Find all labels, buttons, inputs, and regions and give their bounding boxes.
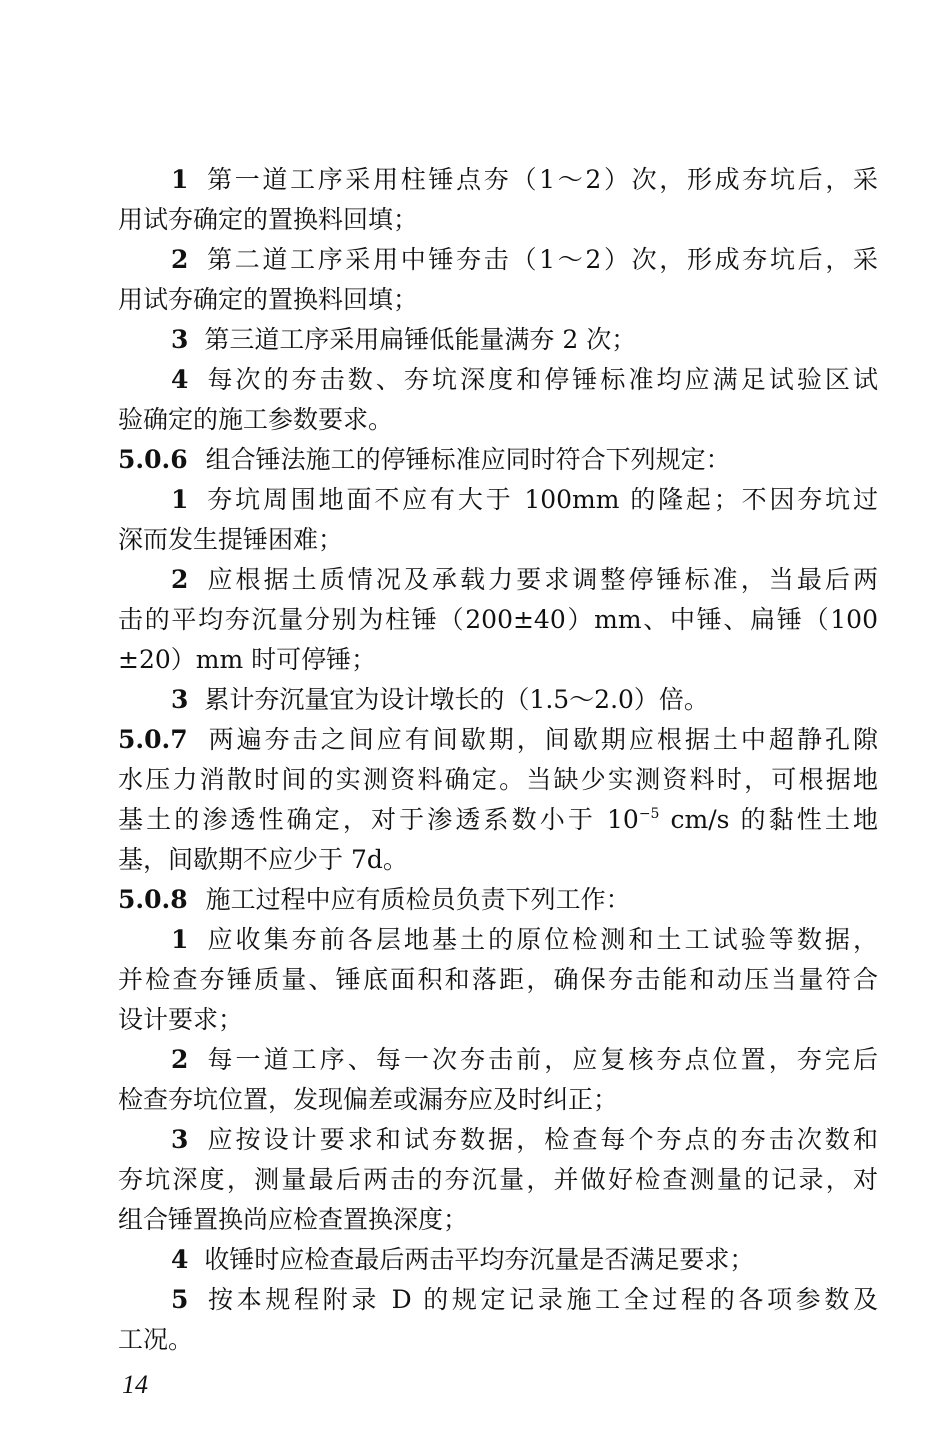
- clause-5-0-6-item-1-line-2: 深而发生提锤困难；: [118, 525, 344, 554]
- item-1-line-1: [118, 160, 878, 200]
- item-number: 2: [171, 1045, 189, 1074]
- item-text: 每次的夯击数、夯坑深度和停锤标准均应满足试验区试: [204, 365, 878, 394]
- clause-5-0-8-item-3-line-1: [118, 1120, 878, 1160]
- clause-5-0-8-item-1-line-2: 并检查夯锤质量、锤底面积和落距，确保夯击能和动压当量符合: [118, 965, 878, 994]
- item-text: 每一道工序、每一次夯击前，应复核夯点位置，夯完后: [204, 1045, 878, 1074]
- item-4-line-1: [118, 360, 878, 400]
- item-text: 第二道工序采用中锤夯击（1～2）次，形成夯坑后，采: [204, 245, 878, 274]
- clause-5-0-8-item-5-line-2: 工况。: [118, 1325, 194, 1354]
- clause-text: 基土的渗透性确定，对于渗透系数小于 10: [118, 805, 639, 834]
- item-text: 第三道工序采用扁锤低能量满夯 2 次；: [204, 325, 637, 354]
- clause-5-0-8-item-4-line-1: [118, 1240, 878, 1280]
- clause-5-0-8-item-3-line-3: 组合锤置换尚应检查置换深度；: [118, 1205, 469, 1234]
- clause-5-0-6-item-3-line-1: [118, 680, 878, 720]
- clause-number: 5.0.6: [118, 445, 188, 474]
- clause-number: 5.0.7: [118, 725, 188, 754]
- clause-5-0-7-line-3: [118, 800, 878, 840]
- clause-5-0-8-heading: [118, 880, 878, 920]
- clause-5-0-7-line-2: 水压力消散时间的实测资料确定。当缺少实测资料时，可根据地: [118, 765, 878, 794]
- item-number: 2: [171, 245, 189, 274]
- item-text: 应按设计要求和试夯数据，检查每个夯点的夯击次数和: [204, 1125, 878, 1154]
- clause-5-0-8-item-2-line-2: 检查夯坑位置，发现偏差或漏夯应及时纠正；: [118, 1085, 619, 1114]
- clause-5-0-8-item-3-line-2: 夯坑深度，测量最后两击的夯沉量，并做好检查测量的记录，对: [118, 1165, 878, 1194]
- item-number: 3: [171, 1125, 189, 1154]
- item-text: 累计夯沉量宜为设计墩长的（1.5～2.0）倍。: [204, 685, 709, 714]
- item-number: 1: [171, 485, 189, 514]
- item-3-line-1: [118, 320, 878, 360]
- item-2-line-2: 用试夯确定的置换料回填；: [118, 285, 419, 314]
- item-text: 第一道工序采用柱锤点夯（1～2）次，形成夯坑后，采: [204, 165, 878, 194]
- clause-text: 施工过程中应有质检员负责下列工作：: [205, 885, 631, 914]
- clause-text: cm/s 的黏性土地: [659, 805, 878, 834]
- item-number: 1: [171, 165, 189, 194]
- clause-text: 两遍夯击之间应有间歇期，间歇期应根据土中超静孔隙: [205, 725, 878, 754]
- item-number: 2: [171, 565, 189, 594]
- item-2-line-1: [118, 240, 878, 280]
- clause-5-0-6-item-1-line-1: [118, 480, 878, 520]
- clause-5-0-8-item-1-line-3: 设计要求；: [118, 1005, 244, 1034]
- exponent: −5: [638, 806, 660, 822]
- page-number: 14: [122, 1370, 148, 1399]
- clause-5-0-6-item-2-line-1: [118, 560, 878, 600]
- clause-5-0-7-line-1: [118, 720, 878, 760]
- clause-5-0-8-item-2-line-1: [118, 1040, 878, 1080]
- item-4-line-2: 验确定的施工参数要求。: [118, 405, 394, 434]
- item-text: 夯坑周围地面不应有大于 100mm 的隆起；不因夯坑过: [204, 485, 878, 514]
- clause-5-0-6-heading: [118, 440, 878, 480]
- clause-5-0-8-item-1-line-1: [118, 920, 878, 960]
- clause-5-0-7-line-4: 基，间歇期不应少于 7d。: [118, 845, 408, 874]
- item-number: 3: [171, 685, 189, 714]
- item-number: 4: [171, 1245, 189, 1274]
- item-text: 按本规程附录 D 的规定记录施工全过程的各项参数及: [204, 1285, 878, 1314]
- item-number: 1: [171, 925, 189, 954]
- item-text: 应收集夯前各层地基土的原位检测和土工试验等数据，: [204, 925, 878, 954]
- item-text: 收锤时应检查最后两击平均夯沉量是否满足要求；: [204, 1245, 755, 1274]
- clause-5-0-6-item-2-line-3: ±20）mm 时可停锤；: [118, 645, 377, 674]
- item-number: 3: [171, 325, 189, 354]
- item-text: 应根据土质情况及承载力要求调整停锤标准，当最后两: [204, 565, 878, 594]
- clause-text: 组合锤法施工的停锤标准应同时符合下列规定：: [205, 445, 731, 474]
- item-number: 4: [171, 365, 189, 394]
- item-number: 5: [171, 1285, 189, 1314]
- item-1-line-2: 用试夯确定的置换料回填；: [118, 205, 419, 234]
- clause-5-0-6-item-2-line-2: 击的平均夯沉量分别为柱锤（200±40）mm、中锤、扁锤（100: [118, 605, 878, 634]
- document-body: [118, 160, 878, 1360]
- clause-number: 5.0.8: [118, 885, 188, 914]
- clause-5-0-8-item-5-line-1: [118, 1280, 878, 1320]
